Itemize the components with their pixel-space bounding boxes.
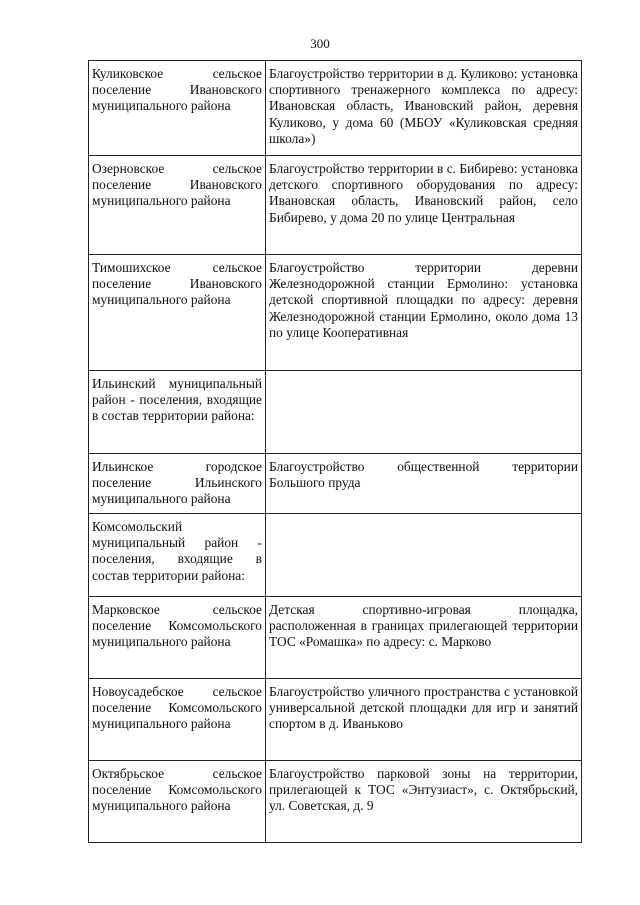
region-header-cell: Ильинский муниципальный район - поселения, входящие в состав территории района:	[89, 371, 266, 454]
region-header-cell: Комсомольский муниципальный район - поселения, входящие в состав территории района:	[89, 514, 266, 597]
municipality-cell: Новоусадебское сельское поселение Комсомольского муниципального района	[89, 679, 266, 761]
table-row	[89, 61, 582, 156]
table-row	[89, 255, 582, 371]
municipality-cell: Озерновское сельское поселение Ивановского муниципального района	[89, 156, 266, 255]
municipality-cell: Тимошихское сельское поселение Ивановского муниципального района	[89, 255, 266, 371]
page-number: 300	[310, 36, 330, 51]
project-cell: Детская спортивно-игровая площадка, расположенная в границах прилегающей территории ТОС «Ромашка» по адресу: с. Марково	[266, 597, 582, 679]
table-row	[89, 597, 582, 679]
project-cell-empty	[266, 371, 582, 454]
table-row	[89, 761, 582, 843]
municipality-cell: Октябрьское сельское поселение Комсомольского муниципального района	[89, 761, 266, 843]
project-cell: Благоустройство территории в с. Бибирево: установка детского спортивного оборудования по адресу: Ивановская область, Ивановский район, село Бибирево, у дома 20 по улице Центральная	[266, 156, 582, 255]
table-row	[89, 454, 582, 514]
municipality-cell: Марковское сельское поселение Комсомольского муниципального района	[89, 597, 266, 679]
project-cell: Благоустройство парковой зоны на территории, прилегающей к ТОС «Энтузиаст», с. Октябрьский, ул. Советская, д. 9	[266, 761, 582, 843]
table-row	[89, 156, 582, 255]
project-cell: Благоустройство общественной территории Большого пруда	[266, 454, 582, 514]
project-cell: Благоустройство уличного пространства с установкой универсальной детской площадки для игр и занятий спортом в д. Иваньково	[266, 679, 582, 761]
table-row	[89, 679, 582, 761]
municipal-projects-table	[88, 60, 582, 843]
table-row	[89, 371, 582, 454]
municipality-cell: Ильинское городское поселение Ильинского муниципального района	[89, 454, 266, 514]
table-row	[89, 514, 582, 597]
project-cell: Благоустройство территории деревни Железнодорожной станции Ермолино: установка детской спортивной площадки по адресу: деревня Железнодорожной станции Ермолино, около дома 13 по улице Кооперативная	[266, 255, 582, 371]
project-cell-empty	[266, 514, 582, 597]
municipality-cell: Куликовское сельское поселение Ивановского муниципального района	[89, 61, 266, 156]
project-cell: Благоустройство территории в д. Куликово: установка спортивного тренажерного комплекса по адресу: Ивановская область, Ивановский район, деревня Куликово, у дома 60 (МБОУ «Куликовская средняя школа»)	[266, 61, 582, 156]
